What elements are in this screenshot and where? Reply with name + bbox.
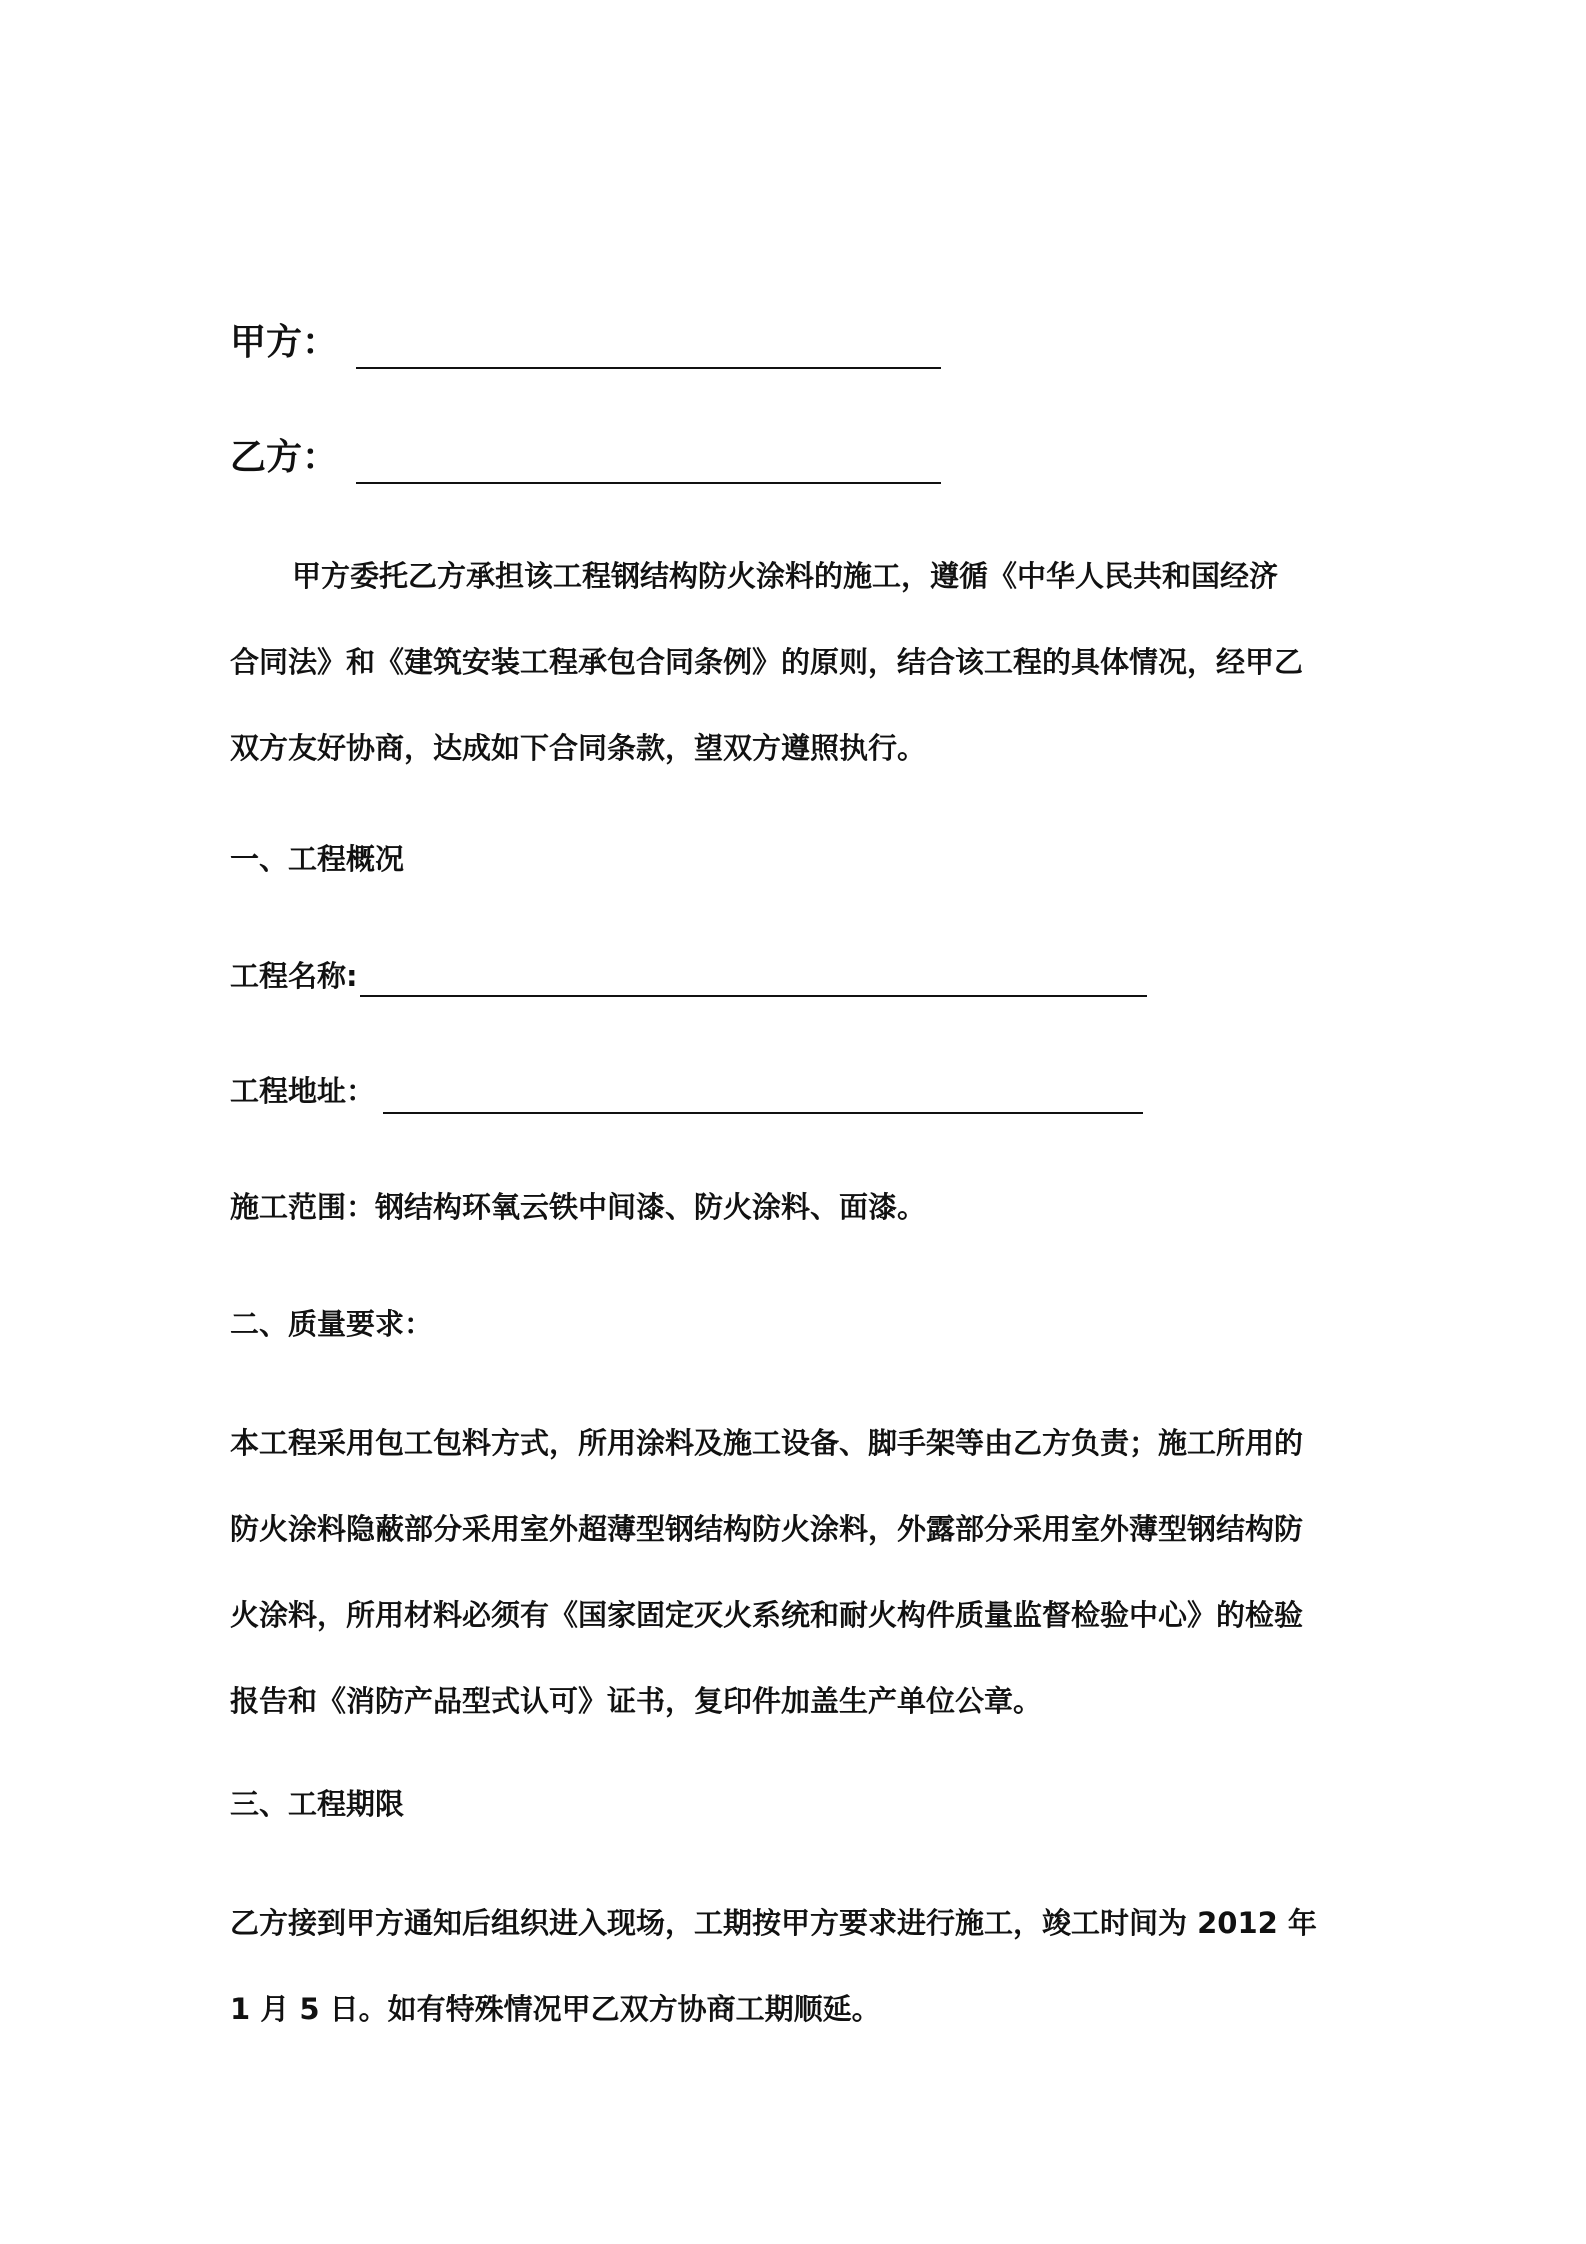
party-a-label: 甲方：	[230, 322, 339, 363]
party-b-blank	[356, 480, 941, 484]
quality-paragraph	[230, 1400, 1370, 1744]
intro-paragraph	[230, 533, 1370, 791]
project-address-label: 工程地址：	[230, 1074, 376, 1108]
party-a-line	[230, 322, 941, 363]
party-a-blank	[356, 365, 941, 369]
schedule-line: 乙方接到甲方通知后组织进入现场，工期按甲方要求进行施工，竣工时间为 2012 年	[230, 1906, 1317, 1940]
quality-line: 报告和《消防产品型式认可》证书，复印件加盖生产单位公章。	[230, 1684, 1043, 1718]
project-name-label: 工程名称:	[230, 959, 358, 993]
section2-heading: 二、质量要求：	[230, 1307, 434, 1341]
section3-heading: 三、工程期限	[230, 1787, 405, 1821]
quality-line: 火涂料，所用材料必须有《国家固定灭火系统和耐火构件质量监督检验中心》的检验	[230, 1598, 1304, 1632]
quality-line: 防火涂料隐蔽部分采用室外超薄型钢结构防火涂料，外露部分采用室外薄型钢结构防	[230, 1512, 1304, 1546]
construction-scope: 施工范围：钢结构环氧云铁中间漆、防火涂料、面漆。	[230, 1190, 927, 1224]
intro-line: 甲方委托乙方承担该工程钢结构防火涂料的施工，遵循《中华人民共和国经济	[292, 559, 1279, 593]
section1-heading: 一、工程概况	[230, 842, 405, 876]
party-b-line	[230, 437, 941, 478]
project-name-line	[230, 959, 1147, 993]
party-b-label: 乙方：	[230, 437, 339, 478]
intro-line: 双方友好协商，达成如下合同条款，望双方遵照执行。	[230, 731, 927, 765]
intro-line: 合同法》和《建筑安装工程承包合同条例》的原则，结合该工程的具体情况，经甲乙	[230, 645, 1304, 679]
project-name-blank	[360, 993, 1147, 997]
project-address-line	[230, 1074, 1143, 1108]
project-address-blank	[383, 1110, 1143, 1114]
schedule-paragraph	[230, 1880, 1370, 2052]
quality-line: 本工程采用包工包料方式，所用涂料及施工设备、脚手架等由乙方负责；施工所用的	[230, 1426, 1304, 1460]
schedule-line: 1 月 5 日。如有特殊情况甲乙双方协商工期顺延。	[230, 1992, 881, 2026]
